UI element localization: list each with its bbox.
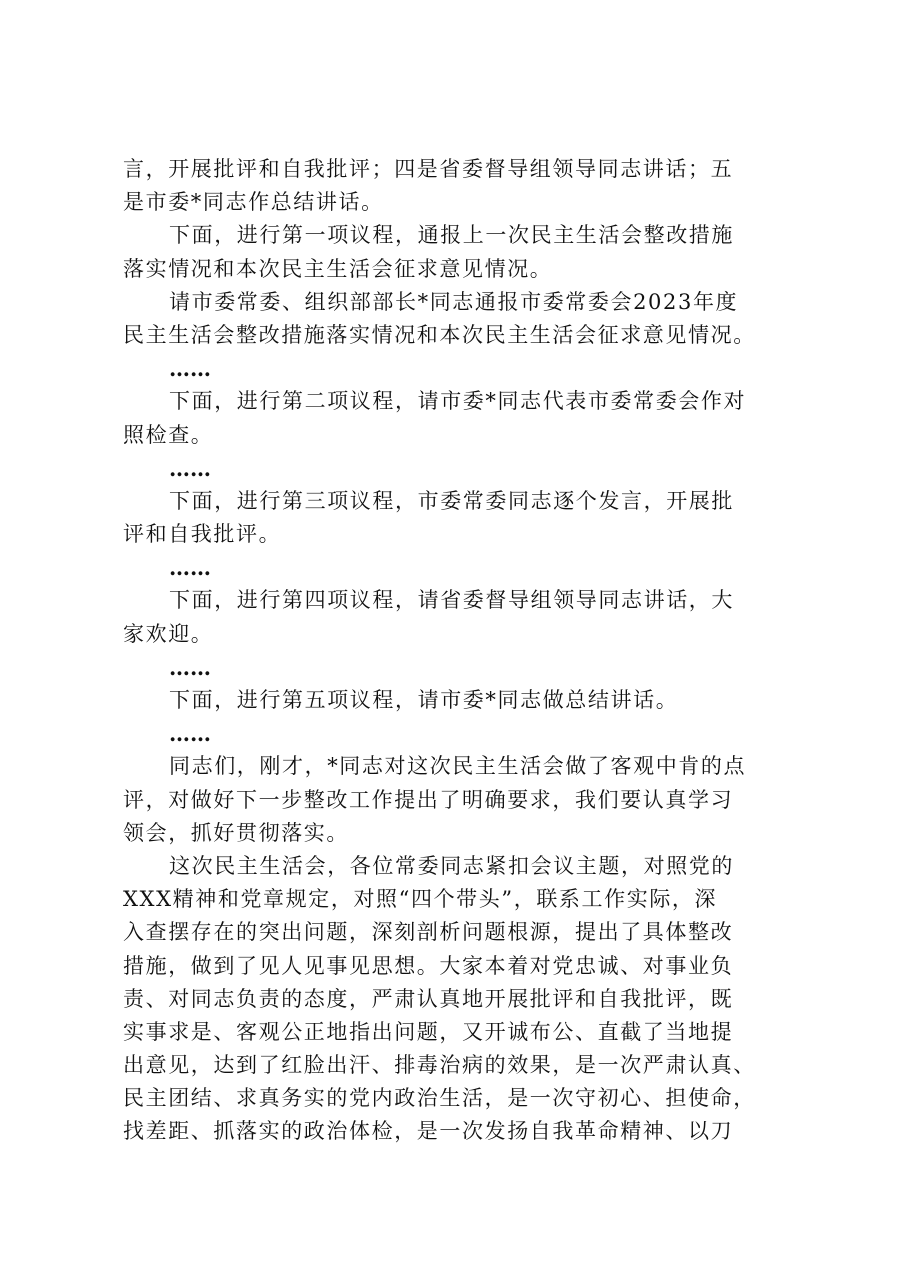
ellipsis-line: …… (169, 721, 211, 747)
text-line: 入查摆存在的突出问题，深刻剖析问题根源，提出了具体整改 (123, 920, 734, 945)
text-line: 同志们，刚才，*同志对这次民主生活会做了客观中肯的点 (169, 754, 747, 779)
text-line: 落实情况和本次民主生活会征求意见情况。 (123, 256, 553, 281)
text-line: 下面，进行第四项议程，请省委督导组领导同志讲话，大 (169, 588, 734, 613)
text-line: 评和自我批评。 (123, 522, 282, 547)
text-line: 责、对同志负责的态度，严肃认真地开展批评和自我批评，既 (123, 986, 734, 1011)
text-line: 是市委*同志作总结讲话。 (123, 190, 384, 215)
text-line: 下面，进行第一项议程，通报上一次民主生活会整改措施 (169, 223, 734, 248)
text-line: 请市委常委、组织部部长*同志通报市委常委会2023年度 (169, 289, 739, 314)
text-line: 这次民主生活会，各位常委同志紧扣会议主题，对照党的 (169, 853, 734, 878)
text-line: 找差距、抓落实的政治体检，是一次发扬自我革命精神、以刀 (123, 1119, 734, 1144)
text-line: 言，开展批评和自我批评；四是省委督导组领导同志讲话；五 (123, 157, 734, 181)
ellipsis-line: …… (169, 356, 211, 382)
text-line: 民主团结、求真务实的党内政治生活，是一次守初心、担使命， (123, 1086, 756, 1111)
text-line: 实事求是、客观公正地指出问题，又开诚布公、直截了当地提 (123, 1019, 734, 1044)
ellipsis-line: …… (169, 654, 211, 680)
text-line: XXX精神和党章规定，对照“四个带头”，联系工作实际，深 (123, 887, 718, 912)
text-line: 下面，进行第三项议程，市委常委同志逐个发言，开展批 (169, 488, 734, 513)
ellipsis-line: …… (169, 455, 211, 481)
text-line: 领会，抓好贯彻落实。 (123, 820, 349, 845)
ellipsis-line: …… (169, 555, 211, 581)
document-body (123, 153, 799, 1149)
text-line: 措施，做到了见人见事见思想。大家本着对党忠诚、对事业负 (123, 953, 734, 978)
text-line: 下面，进行第二项议程，请市委*同志代表市委常委会作对 (169, 389, 747, 414)
text-line: 民主生活会整改措施落实情况和本次民主生活会征求意见情况。 (123, 322, 756, 347)
text-line: 照检查。 (123, 422, 214, 447)
text-line: 下面，进行第五项议程，请市委*同志做总结讲话。 (169, 688, 679, 712)
text-line: 评，对做好下一步整改工作提出了明确要求，我们要认真学习 (123, 787, 734, 812)
text-line: 出意见，达到了红脸出汗、排毒治病的效果，是一次严肃认真、 (123, 1053, 756, 1078)
text-line: 家欢迎。 (123, 621, 214, 646)
